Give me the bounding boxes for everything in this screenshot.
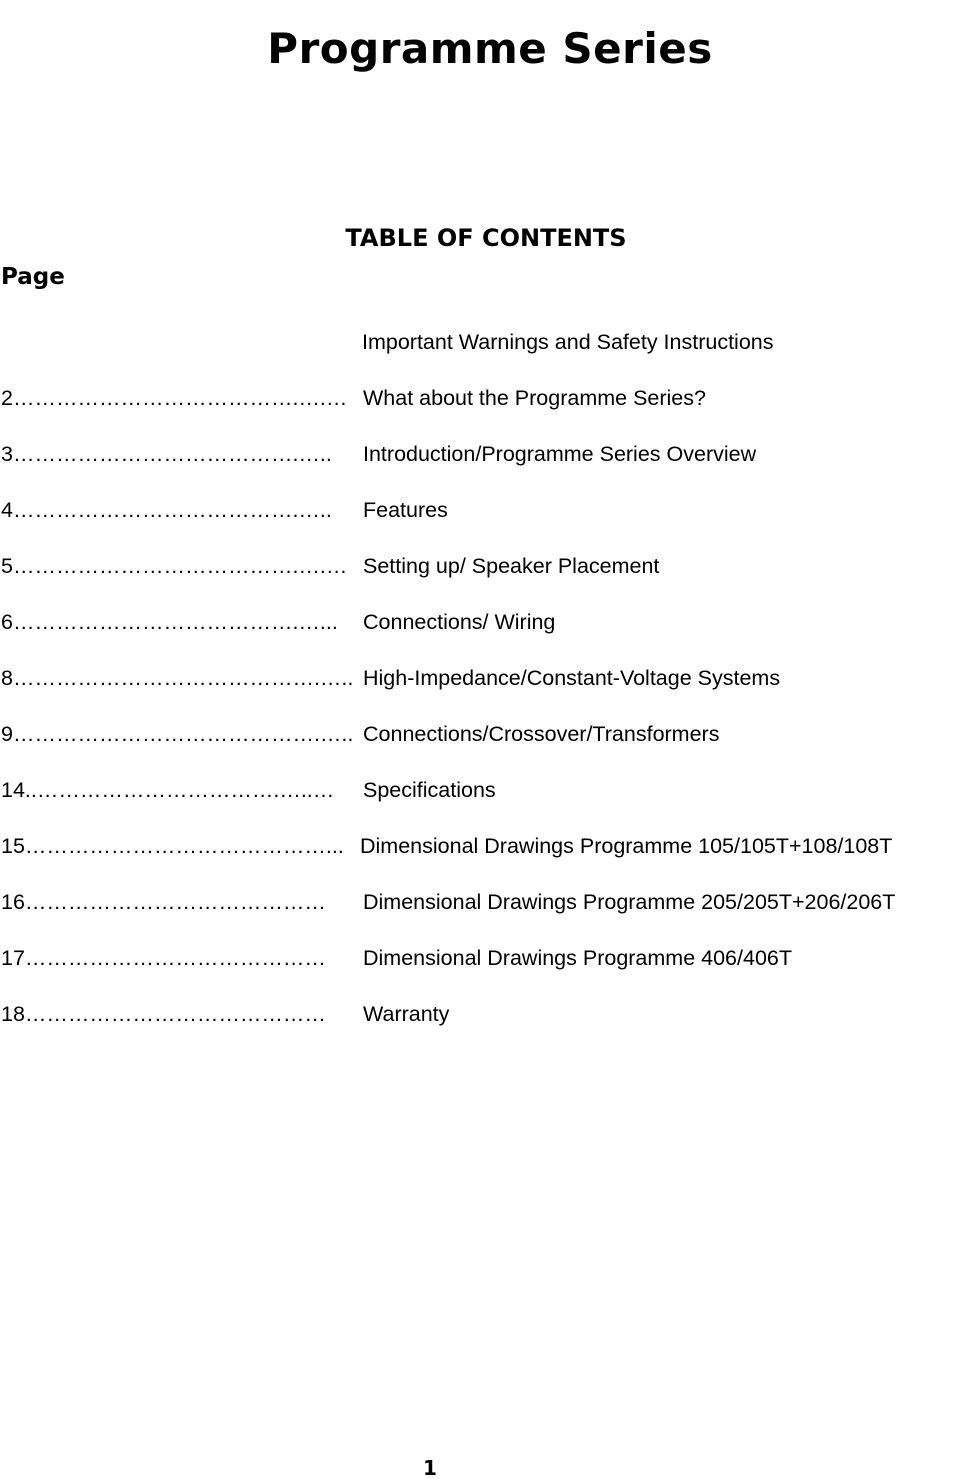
toc-entry-leader: 9…………………………………….….. [1,722,354,746]
toc-entry-title: Connections/Crossover/Transformers [363,722,720,746]
toc-entry-leader: 5………………………………….….… [1,554,348,578]
toc-entry [0,888,957,944]
toc-entry [0,944,957,1000]
toc-entry-title: High-Impedance/Constant-Voltage Systems [363,666,781,690]
toc-entry [0,720,957,776]
toc-entry [0,384,957,440]
toc-entry-leader: 15……………………………………... [1,834,344,858]
toc-entry [0,496,957,552]
toc-entry-leader: 3………………………………….….. [1,442,332,466]
toc-entry [0,832,957,888]
toc-entry-leader: 8…………………………………….….. [1,666,354,690]
toc-entry-title: Features [363,498,448,522]
toc-entry-title: Specifications [363,778,496,802]
document-title: Programme Series [267,24,713,74]
toc-entry-title: Introduction/Programme Series Overview [363,442,757,466]
toc-entry-title: Dimensional Drawings Programme 105/105T+108/108T [360,834,893,858]
toc-heading: TABLE OF CONTENTS [345,223,627,252]
page-column-label: Page [1,264,65,290]
toc-entry-leader: 6………………………………….…... [1,610,338,634]
toc-entry-leader: 4………………………………….….. [1,498,332,522]
toc-entry-title: Setting up/ Speaker Placement [363,554,660,578]
toc-list [0,384,957,1056]
toc-entry-title: Connections/ Wiring [363,610,556,634]
toc-entry [0,1000,957,1056]
toc-entry-leader: 18…………………………………… [1,1002,326,1026]
toc-entry-title: Dimensional Drawings Programme 205/205T+206/206T [363,890,896,914]
toc-intro-entry: Important Warnings and Safety Instructions [362,330,774,354]
toc-entry-leader: 16…………………………………… [1,890,326,914]
page-number: 1 [423,1456,437,1480]
toc-entry [0,552,957,608]
toc-entry-leader: 2………………………………….….… [1,386,348,410]
toc-entry [0,608,957,664]
toc-entry-title: What about the Programme Series? [363,386,706,410]
toc-entry [0,440,957,496]
toc-entry-title: Warranty [363,1002,450,1026]
toc-entry [0,776,957,832]
toc-entry-leader: 17…………………………………… [1,946,326,970]
toc-entry-leader: 14..…………………………….…..… [1,778,335,802]
toc-entry [0,664,957,720]
toc-entry-title: Dimensional Drawings Programme 406/406T [363,946,792,970]
